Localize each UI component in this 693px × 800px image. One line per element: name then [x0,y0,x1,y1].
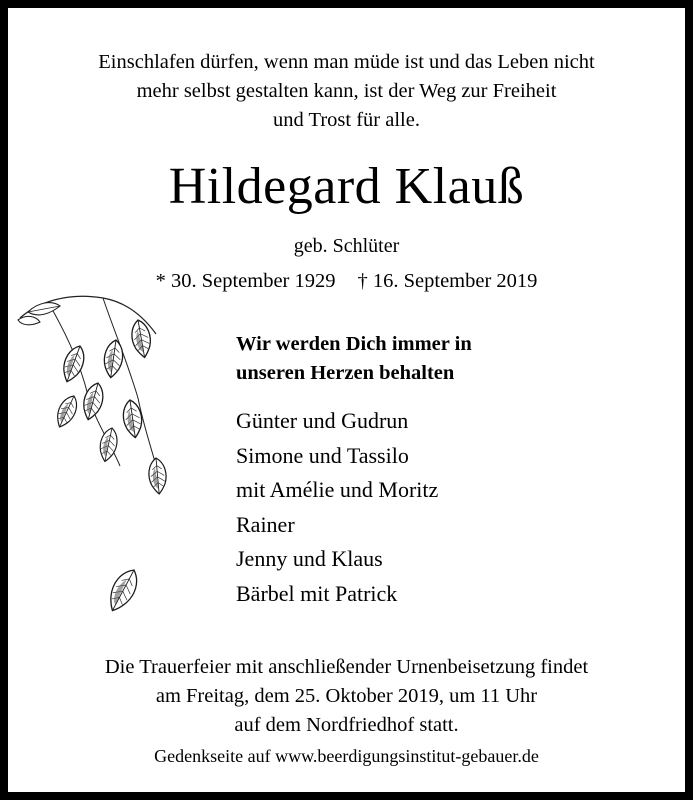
deceased-name: Hildegard Klauß [168,158,525,215]
leaf-icon [121,399,144,439]
leaf-icon [52,393,81,431]
mourner-entry: Günter und Gudrun [236,408,409,433]
memorial-website: Gedenkseite auf www.beerdigungsinstitut-gebauer.de [154,746,539,766]
falling-leaf-icon [108,566,154,630]
motto-quote [8,48,685,135]
mourners-list [236,404,438,611]
leaf-icon [102,339,125,379]
mourner-entry: Bärbel mit Patrick [236,580,398,606]
leaf-icon [129,318,153,359]
mourner-entry: mit Amélie und Moritz [236,477,439,502]
ceremony-line: auf dem Nordfriedhof statt. [234,714,459,736]
mourner-entry: Simone und Tassilo [236,442,409,468]
ceremony-line: am Freitag, dem 25. Oktober 2019, um 11 Uhr [155,685,538,707]
birth-name: geb. Schlüter [293,235,400,257]
mourner-entry: Jenny und Klaus [236,546,383,571]
birth-date: * 30. September 1929 [155,270,336,292]
death-date: † 16. September 2019 [357,270,538,292]
leaf-icon [80,381,107,422]
promise-line: unseren Herzen behalten [236,362,455,384]
leaf-icon [18,316,40,324]
leaf-icon [59,343,89,385]
motto-line: und Trost für alle. [273,109,420,131]
ceremony-line: Die Trauerfeier mit anschließender Urnenbeisetzung findet [104,656,589,678]
mourner-entry: Rainer [236,511,295,537]
promise-text [236,330,472,388]
motto-line: mehr selbst gestalten kann, ist der Weg zur Freiheit [136,80,557,102]
branch-illustration [8,288,178,518]
motto-line: Einschlafen dürfen, wenn man müde ist und das Leben nicht [98,51,595,73]
leaf-icon [148,457,168,494]
ceremony-info [8,653,685,740]
promise-line: Wir werden Dich immer in [236,333,472,355]
